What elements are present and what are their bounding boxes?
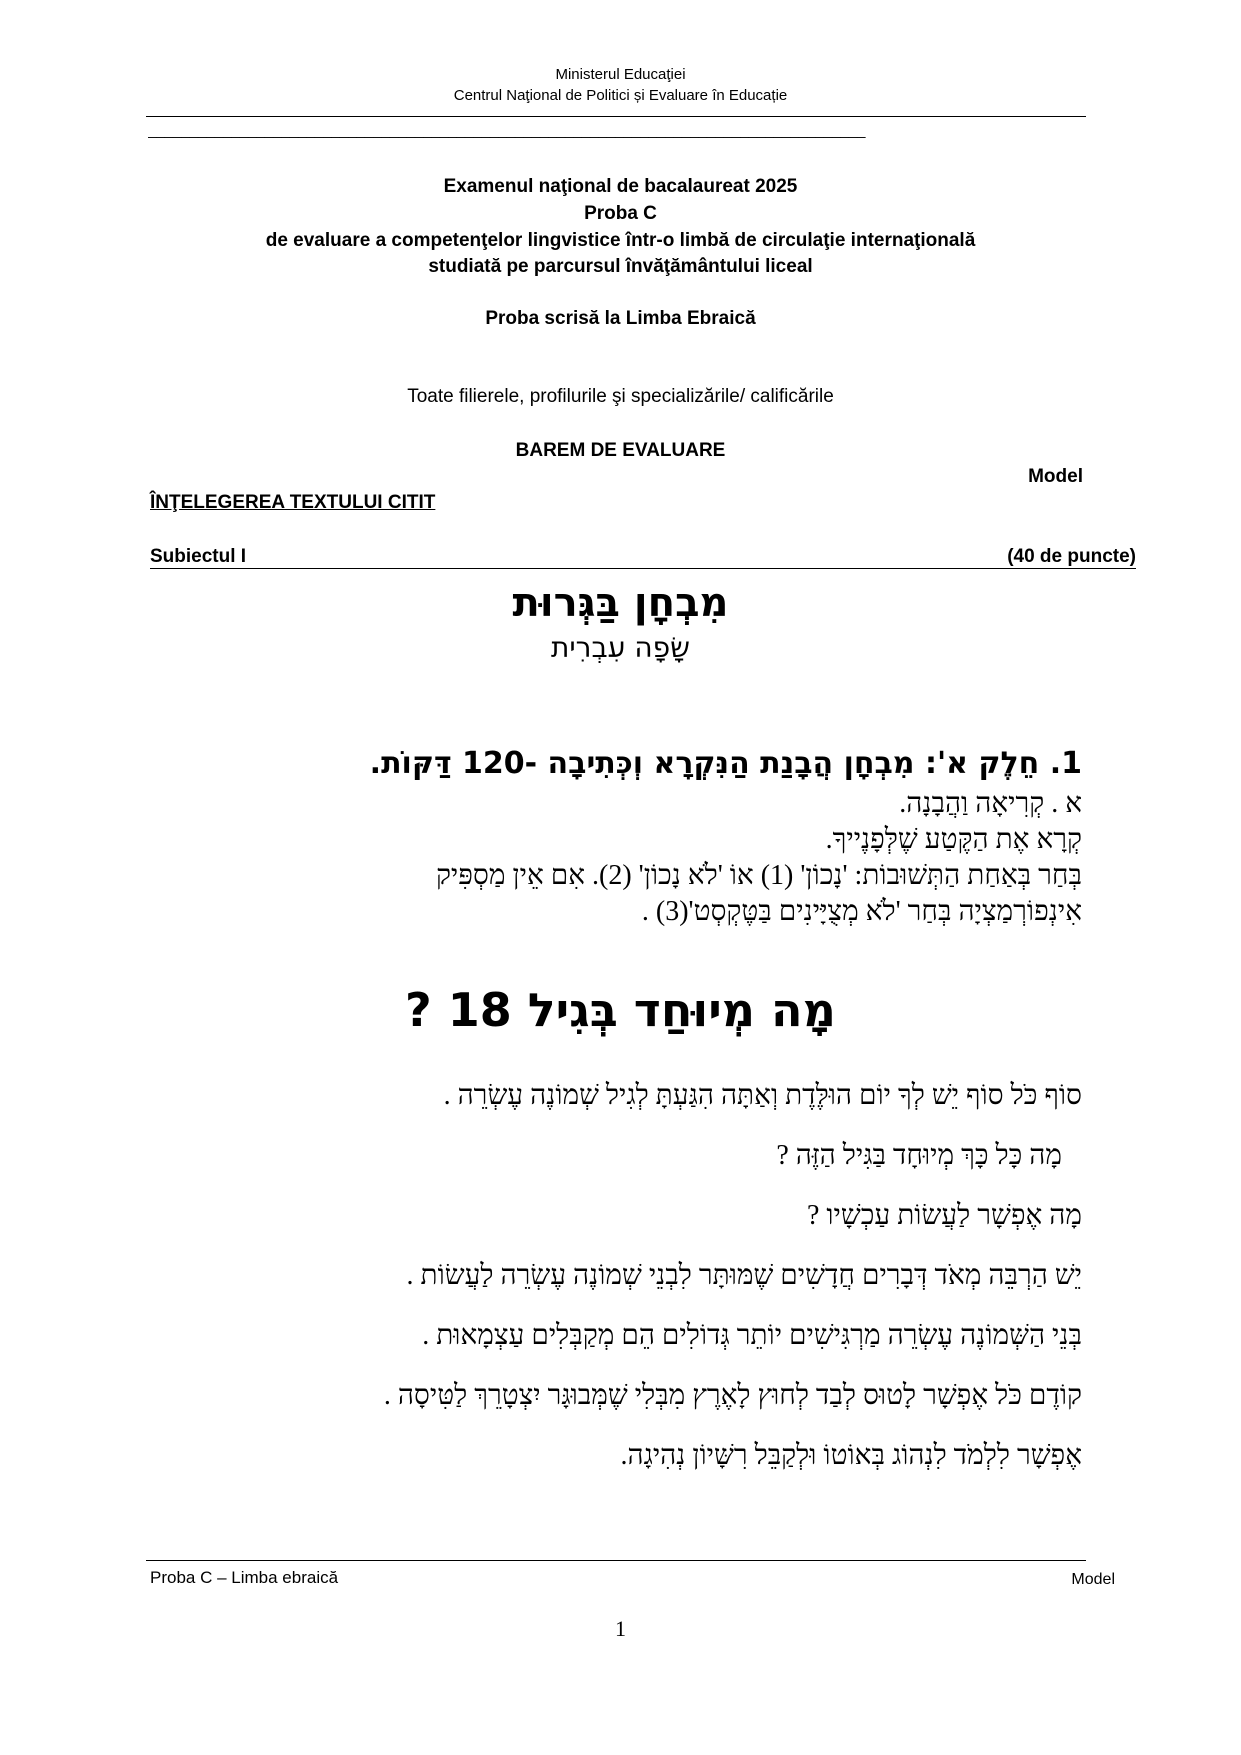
page-number: 1	[615, 1616, 626, 1641]
subject-heading: Subiectul I	[150, 546, 247, 567]
exam-purpose-2: studiată pe parcursul învăţământului liceal	[428, 256, 813, 277]
hebrew-subtitle: שָׂפָה עִבְרִית	[551, 631, 690, 664]
footer-left: Proba C – Limba ebraică	[150, 1568, 339, 1587]
hebrew-exam-title: מִבְחָן בַּגְּרוּת	[512, 580, 729, 626]
part-heading: 1. חֵלֶק א': מִבְחָן הֲבָנַת הַנִּקְרָא וְכְּתִיבָה -120 דַּקּוֹת.	[369, 746, 1082, 781]
paragraph-line: מָה אֶפְשָׁר לַעֲשׂוֹת עַכְשָׁיו ?	[806, 1200, 1082, 1231]
exam-title: Examenul naţional de bacalaureat 2025	[443, 176, 798, 197]
footer-right: Model	[1071, 1571, 1115, 1588]
paragraph-line: יֵשׁ הַרְבֵּה מְאֹד דְּבָרִים חֲדָשִׁים שֶׁמּוּתָּר לִבְנֵי שְׁמוֹנֶה עֶשְׂרֵה לַעֲשׂוֹת .	[406, 1260, 1082, 1291]
instruction-a: א . קְרִיאָה וַהֲבָנָה.	[899, 788, 1082, 819]
header-dash-rule: ______________________________________________________________________________________	[148, 122, 866, 139]
instruction-b: קְרָא אֶת הַקֶּטַע שֶׁלְּפָנֶייךָ.	[825, 824, 1082, 855]
instruction-c: בְּחַר בְּאַחַת הַתְּשׁוּבוֹת: 'נָכוֹן' (1) אוֹ 'לֹא נָכוֹן' (2). אִם אֵין מַסְפִּיק	[435, 860, 1082, 891]
subject-points: (40 de puncte)	[1007, 546, 1136, 567]
paragraph-line: קוֹדֶם כֹּל אֶפְשָׁר לָטוּס לְבַד לְחוּץ לָאֶרֶץ מִבְּלִי שֶׁמְּבוּגָּר יִצְטָרֵךְ לַטִּיסָה .	[383, 1380, 1082, 1411]
footer-rule	[146, 1560, 1086, 1561]
paragraph-line: סוֹף כֹּל סוֹף יֵשׁ לְךָ יוֹם הוּלֶּדֶת וְאַתָּה הִגַּעְתָּ לְגִיל שְׁמוֹנֶה עֶשְׂרֵה .	[443, 1080, 1082, 1111]
header-rule	[146, 116, 1086, 117]
section-heading: ÎNŢELEGEREA TEXTULUI CITIT	[150, 492, 436, 513]
exam-filiere: Toate filierele, profilurile şi specializările/ calificările	[407, 386, 834, 407]
header-ministry: Ministerul Educaţiei	[555, 66, 686, 83]
text-title: מָה מְיוּחַד בְּגִיל 18 ?	[405, 983, 836, 1037]
instruction-d: אִינְפוֹרְמַצְיָה בְּחַר 'לֹא מְצֻיָּינִים בַּטֶּקְסְט'(3) .	[641, 896, 1082, 927]
paragraph-line: בְּנֵי הַשְּׁמוֹנֶה עֶשְׂרֵה מַרְגִּישִׁים יוֹתֵר גְּדוֹלִים הֵם מְקַבְּלִים עַצְמָאוּת .	[422, 1320, 1082, 1351]
subject-underline	[150, 568, 1136, 569]
exam-subject: Proba scrisă la Limba Ebraică	[485, 308, 756, 329]
exam-purpose: de evaluare a competenţelor lingvistice într-o limbă de circulaţie internaţională	[265, 230, 976, 251]
exam-proba: Proba C	[584, 203, 657, 224]
paragraph-line: אֶפְשָׁר לִלְמֹד לִנְהוֹג בְּאוֹטוֹ וּלְקַבֵּל רִשָּׁיוֹן נְהִיגָה.	[620, 1440, 1082, 1471]
header-center: Centrul Naţional de Politici și Evaluare în Educație	[453, 87, 788, 104]
paragraph-line: מָה כָּל כָּךְ מְיוּחָד בַּגִּיל הַזֶּה ?	[776, 1140, 1062, 1171]
model-label: Model	[1028, 466, 1083, 487]
barem-title: BAREM DE EVALUARE	[515, 440, 726, 461]
